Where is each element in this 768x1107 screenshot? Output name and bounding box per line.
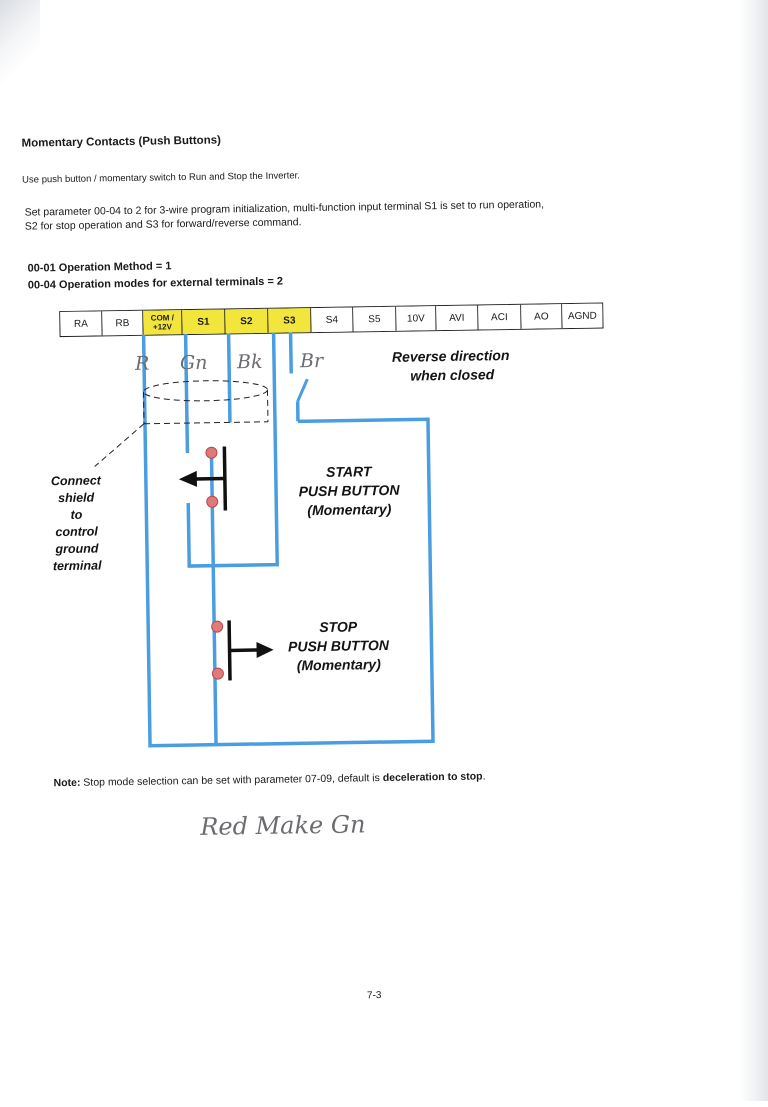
shield-label-line-4: control bbox=[55, 524, 98, 539]
shield-bottom bbox=[144, 422, 268, 424]
start-contact-top bbox=[206, 447, 217, 458]
section-heading: Momentary Contacts (Push Buttons) bbox=[21, 135, 221, 150]
reverse-label-line-1: Reverse direction bbox=[392, 347, 510, 365]
stop-label bbox=[288, 618, 391, 674]
button-bus-wire bbox=[211, 451, 216, 745]
shield-label bbox=[51, 473, 103, 573]
note-end: . bbox=[482, 770, 485, 782]
stop-label-line-2: PUSH BUTTON bbox=[288, 637, 390, 655]
start-label-line-1: START bbox=[326, 463, 373, 480]
wire-label-br: Br bbox=[299, 350, 325, 372]
stop-button-arrow-icon bbox=[256, 642, 273, 658]
shield-label-line-5: ground bbox=[54, 541, 99, 556]
start-push-button bbox=[178, 446, 225, 511]
intro-text: Use push button / momentary switch to Run and Stop the Inverter. bbox=[22, 170, 300, 185]
stop-push-button bbox=[212, 620, 274, 681]
handwritten-note: Red Make Gn bbox=[199, 810, 366, 841]
shield bbox=[93, 380, 268, 467]
terminal-10v: 10V bbox=[396, 306, 436, 331]
terminal-s1: S1 bbox=[182, 309, 225, 334]
s3-wire bbox=[291, 332, 292, 373]
terminal-ao: AO bbox=[521, 304, 562, 329]
note-bold-text: deceleration to stop bbox=[383, 770, 483, 784]
shield-leader bbox=[94, 424, 145, 467]
setting-operation-method: 00-01 Operation Method = 1 bbox=[27, 260, 171, 274]
start-contact-bottom bbox=[207, 496, 218, 507]
shield-top-ellipse bbox=[143, 380, 267, 402]
note-prefix: Note: bbox=[54, 777, 81, 789]
terminal-agnd: AGND bbox=[562, 304, 602, 329]
wires bbox=[144, 330, 433, 745]
page-number: 7-3 bbox=[367, 990, 382, 1001]
stop-contact-bottom bbox=[212, 668, 223, 679]
reverse-switch-blade bbox=[297, 379, 307, 401]
note-text: Stop mode selection can be set with parameter 07-09, default is bbox=[80, 772, 382, 789]
terminal-avi: AVI bbox=[436, 305, 478, 330]
stop-label-line-3: (Momentary) bbox=[297, 656, 382, 673]
shield-right bbox=[267, 390, 268, 422]
terminal-ra: RA bbox=[60, 311, 102, 336]
shield-label-line-1: Connect bbox=[51, 473, 102, 488]
terminal-s5: S5 bbox=[353, 307, 396, 332]
stop-contact-top bbox=[212, 621, 223, 632]
parameter-line-2: S2 for stop operation and S3 for forward/reverse command. bbox=[25, 211, 545, 233]
s2-wire bbox=[229, 333, 230, 422]
shield-label-line-2: shield bbox=[58, 491, 95, 506]
terminal-aci: ACI bbox=[478, 305, 521, 330]
terminal-s4: S4 bbox=[311, 307, 353, 332]
reverse-label-line-2: when closed bbox=[410, 366, 495, 383]
setting-operation-modes: 00-04 Operation modes for external terminals = 2 bbox=[28, 276, 283, 292]
terminal-rb: RB bbox=[102, 311, 143, 336]
wire-label-r: R bbox=[134, 353, 150, 375]
start-label-line-2: PUSH BUTTON bbox=[299, 482, 401, 500]
terminal-s3: S3 bbox=[268, 308, 311, 333]
shield-label-line-6: terminal bbox=[53, 558, 102, 573]
start-label bbox=[298, 463, 401, 519]
start-label-line-3: (Momentary) bbox=[307, 501, 392, 518]
shield-label-line-3: to bbox=[70, 508, 82, 522]
stop-label-line-1: STOP bbox=[319, 618, 358, 635]
wire-label-bk: Bk bbox=[236, 351, 263, 373]
terminal-s2: S2 bbox=[225, 309, 268, 334]
terminal-com: COM / +12V bbox=[143, 310, 182, 335]
wire-label-gn: Gn bbox=[180, 352, 208, 374]
parameter-line-1: Set parameter 00-04 to 2 for 3-wire program initialization, multi-function input terminal S1 is set to run operation, bbox=[25, 197, 545, 219]
start-button-arrow-icon bbox=[179, 471, 197, 487]
